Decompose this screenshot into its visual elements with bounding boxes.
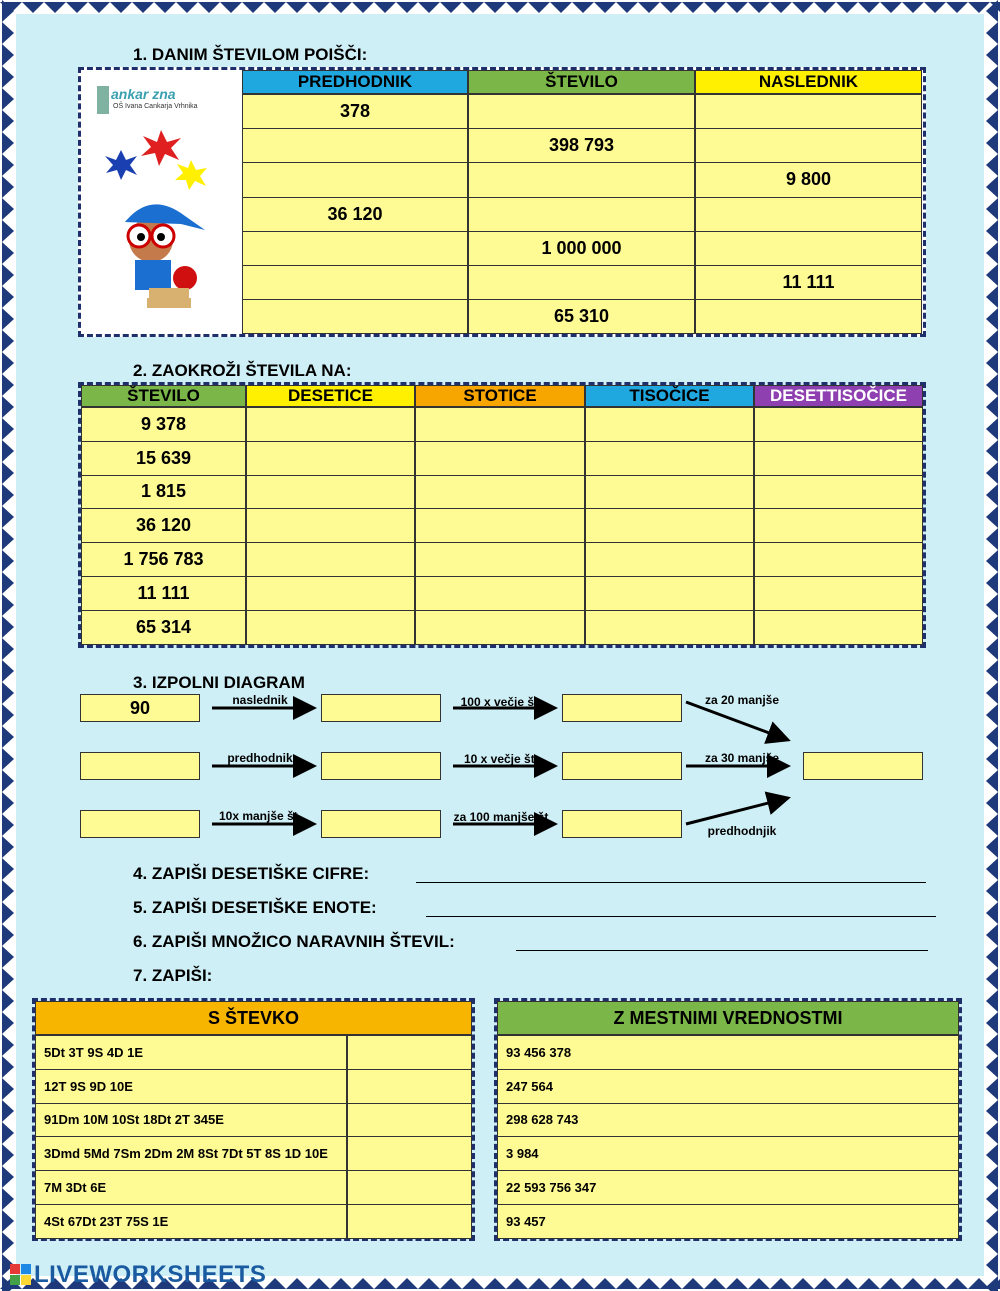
s-stevko-answer[interactable] — [347, 1035, 472, 1070]
s2-answer-cell[interactable] — [246, 407, 415, 442]
s2-answer-cell[interactable] — [415, 475, 585, 510]
s-stevko-answer[interactable] — [347, 1170, 472, 1205]
arrow-label-10x: 10 x večje št. — [463, 752, 539, 766]
s2-number-cell: 1 815 — [81, 475, 246, 510]
arrow-label-10x-less: 10x manjše št. — [218, 809, 302, 823]
s2-answer-cell[interactable] — [246, 475, 415, 510]
arrow-label-30-less: za 30 manjše — [704, 751, 780, 765]
arrow-label-naslednik: naslednik — [232, 693, 288, 707]
s-stevko-prompt: 4St 67Dt 23T 75S 1E — [35, 1204, 347, 1239]
section2-title: 2. ZAOKROŽI ŠTEVILA NA: — [133, 361, 352, 380]
s1-given-cell: 378 — [242, 94, 468, 129]
s1-given-cell: 1 000 000 — [468, 231, 695, 266]
s2-answer-cell[interactable] — [246, 576, 415, 611]
mestne-vrednosti-row[interactable]: 298 628 743 — [497, 1103, 959, 1138]
s1-answer-cell[interactable] — [242, 231, 468, 266]
mestne-vrednosti-row[interactable]: 22 593 756 347 — [497, 1170, 959, 1205]
s2-answer-cell[interactable] — [415, 542, 585, 577]
s2-answer-cell[interactable] — [246, 441, 415, 476]
mestne-vrednosti-row[interactable]: 93 456 378 — [497, 1035, 959, 1070]
mestne-vrednosti-row[interactable]: 93 457 — [497, 1204, 959, 1239]
mestne-vrednosti-header: Z MESTNIMI VREDNOSTMI — [497, 1001, 959, 1035]
s1-answer-cell[interactable] — [695, 299, 922, 334]
s2-answer-cell[interactable] — [585, 610, 754, 645]
mascot-illustration — [101, 120, 231, 310]
task5-answer-line[interactable] — [426, 916, 936, 917]
s2-answer-cell[interactable] — [585, 576, 754, 611]
s2-header-1: DESETICE — [246, 385, 415, 407]
s1-answer-cell[interactable] — [695, 94, 922, 129]
s2-answer-cell[interactable] — [754, 576, 923, 611]
s-stevko-answer[interactable] — [347, 1204, 472, 1239]
task7-label: 7. ZAPIŠI: — [133, 966, 213, 985]
s1-answer-cell[interactable] — [695, 197, 922, 232]
task5-label: 5. ZAPIŠI DESETIŠKE ENOTE: — [133, 898, 377, 917]
s-stevko-prompt: 91Dm 10M 10St 18Dt 2T 345E — [35, 1103, 347, 1138]
s2-answer-cell[interactable] — [415, 610, 585, 645]
arrow-label-predhodnik: predhodnik — [227, 751, 293, 765]
s1-given-cell: 398 793 — [468, 128, 695, 163]
s1-header-0: PREDHODNIK — [242, 70, 468, 94]
s-stevko-prompt: 12T 9S 9D 10E — [35, 1069, 347, 1104]
diagram-box-start: 90 — [80, 694, 200, 722]
s2-answer-cell[interactable] — [415, 508, 585, 543]
s2-answer-cell[interactable] — [754, 610, 923, 645]
s2-number-cell: 11 111 — [81, 576, 246, 611]
s1-header-1: ŠTEVILO — [468, 70, 695, 94]
s2-answer-cell[interactable] — [754, 475, 923, 510]
s1-answer-cell[interactable] — [468, 94, 695, 129]
s2-answer-cell[interactable] — [754, 542, 923, 577]
s2-answer-cell[interactable] — [585, 475, 754, 510]
task6-answer-line[interactable] — [516, 950, 928, 951]
s1-given-cell: 11 111 — [695, 265, 922, 300]
s1-answer-cell[interactable] — [242, 299, 468, 334]
border-left — [0, 0, 16, 1291]
arrow-label-100-less: za 100 manjše št — [453, 810, 549, 824]
liveworksheets-logo — [10, 1261, 266, 1289]
border-top — [0, 0, 1000, 14]
s1-header-2: NASLEDNIK — [695, 70, 922, 94]
arrow-label-predhodnjik: predhodnjik — [707, 824, 777, 838]
s-stevko-answer[interactable] — [347, 1136, 472, 1171]
s1-answer-cell[interactable] — [242, 128, 468, 163]
s2-answer-cell[interactable] — [246, 542, 415, 577]
s2-answer-cell[interactable] — [754, 407, 923, 442]
liveworksheets-icon — [10, 1264, 32, 1286]
s1-answer-cell[interactable] — [468, 265, 695, 300]
s1-answer-cell[interactable] — [695, 231, 922, 266]
logo-mark — [97, 86, 109, 114]
s1-given-cell: 65 310 — [468, 299, 695, 334]
s-stevko-prompt: 5Dt 3T 9S 4D 1E — [35, 1035, 347, 1070]
s2-header-3: TISOČICE — [585, 385, 754, 407]
section1-title: 1. DANIM ŠTEVILOM POIŠČI: — [133, 45, 368, 64]
s2-answer-cell[interactable] — [415, 407, 585, 442]
border-right — [984, 0, 1000, 1291]
s2-number-cell: 15 639 — [81, 441, 246, 476]
s-stevko-prompt: 7M 3Dt 6E — [35, 1170, 347, 1205]
s1-answer-cell[interactable] — [242, 162, 468, 197]
task6-label: 6. ZAPIŠI MNOŽICO NARAVNIH ŠTEVIL: — [133, 932, 455, 951]
s2-answer-cell[interactable] — [585, 542, 754, 577]
s1-given-cell: 36 120 — [242, 197, 468, 232]
s1-given-cell: 9 800 — [695, 162, 922, 197]
s2-answer-cell[interactable] — [585, 407, 754, 442]
task4-answer-line[interactable] — [416, 882, 926, 883]
s2-header-2: STOTICE — [415, 385, 585, 407]
s-stevko-header: S ŠTEVKO — [35, 1001, 472, 1035]
s1-answer-cell[interactable] — [242, 265, 468, 300]
s2-answer-cell[interactable] — [585, 508, 754, 543]
s2-header-4: DESETTISOČICE — [754, 385, 923, 407]
section3-title: 3. IZPOLNI DIAGRAM — [133, 673, 305, 692]
s2-number-cell: 36 120 — [81, 508, 246, 543]
arrow-label-20-less: za 20 manjše — [704, 693, 780, 707]
s2-answer-cell[interactable] — [754, 508, 923, 543]
s2-number-cell: 65 314 — [81, 610, 246, 645]
logo-subtitle: OŠ Ivana Cankarja Vrhnika — [113, 103, 198, 110]
s1-answer-cell[interactable] — [468, 162, 695, 197]
s2-answer-cell[interactable] — [415, 441, 585, 476]
s2-header-0: ŠTEVILO — [81, 385, 246, 407]
s2-answer-cell[interactable] — [415, 576, 585, 611]
mestne-vrednosti-row[interactable]: 247 564 — [497, 1069, 959, 1104]
s-stevko-answer[interactable] — [347, 1103, 472, 1138]
s2-answer-cell[interactable] — [754, 441, 923, 476]
task4-label: 4. ZAPIŠI DESETIŠKE CIFRE: — [133, 864, 370, 883]
liveworksheets-text: LIVEWORKSHEETS — [34, 1261, 267, 1288]
s1-answer-cell[interactable] — [695, 128, 922, 163]
s2-number-cell: 9 378 — [81, 407, 246, 442]
s2-number-cell: 1 756 783 — [81, 542, 246, 577]
logo-text: ankar zna — [111, 86, 176, 102]
arrow-label-100x: 100 x večje št. — [460, 695, 542, 709]
s-stevko-prompt: 3Dmd 5Md 7Sm 2Dm 2M 8St 7Dt 5T 8S 1D 10E — [35, 1136, 347, 1171]
s2-answer-cell[interactable] — [585, 441, 754, 476]
s-stevko-answer[interactable] — [347, 1069, 472, 1104]
s2-answer-cell[interactable] — [246, 508, 415, 543]
mestne-vrednosti-row[interactable]: 3 984 — [497, 1136, 959, 1171]
s2-answer-cell[interactable] — [246, 610, 415, 645]
cankar-logo — [81, 70, 243, 334]
s1-answer-cell[interactable] — [468, 197, 695, 232]
